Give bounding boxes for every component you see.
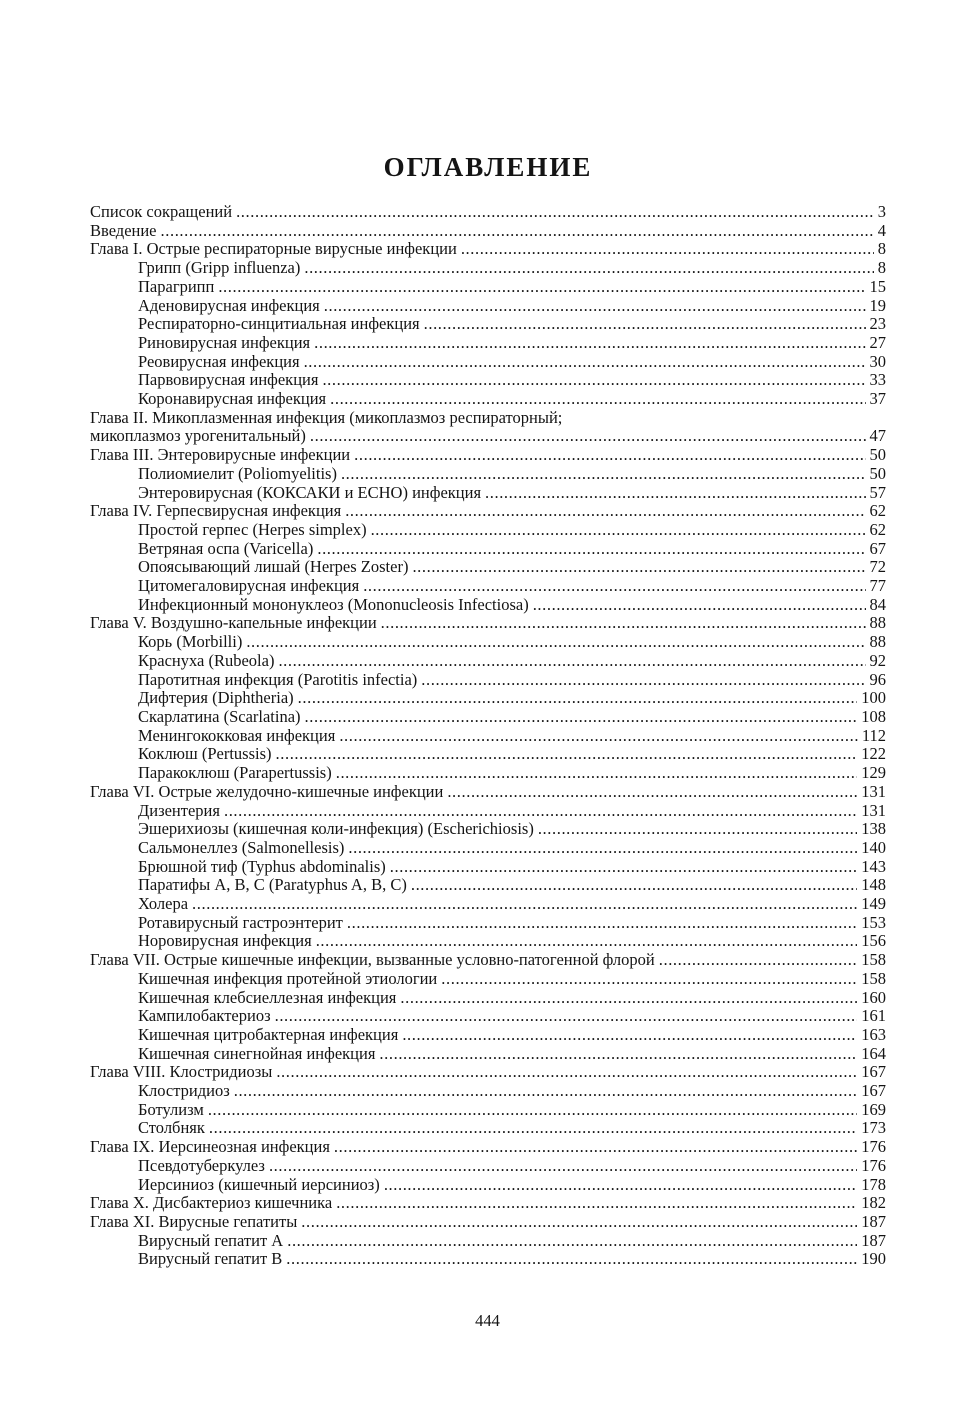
toc-entry-page: 33 <box>869 370 886 390</box>
toc-entry-page: 148 <box>861 875 886 895</box>
toc-leader-dots <box>305 708 858 727</box>
toc-entry-page: 62 <box>869 501 886 521</box>
toc-entry-label: Корь (Morbilli) <box>138 632 243 652</box>
toc-entry-page: 27 <box>869 332 886 352</box>
toc-leader-dots <box>269 1157 857 1176</box>
toc-entry <box>90 427 886 446</box>
toc-entry <box>90 353 886 372</box>
toc-leader-dots <box>390 858 857 877</box>
toc-entry <box>90 1250 886 1269</box>
toc-entry-label: Грипп (Gripp influenza) <box>138 258 301 278</box>
toc-leader-dots <box>236 203 874 222</box>
toc-entry-page: 167 <box>861 1062 886 1082</box>
toc-leader-dots <box>339 727 858 746</box>
toc-entry <box>90 633 886 652</box>
toc-entry-page: 96 <box>869 669 886 689</box>
toc-entry <box>90 727 886 746</box>
toc-entry-label: Глава VII. Острые кишечные инфекции, вызванные условно-патогенной флорой <box>90 950 655 970</box>
toc-entry-page: 77 <box>869 576 886 596</box>
toc-entry-page: 131 <box>861 781 886 801</box>
toc-leader-dots <box>341 465 866 484</box>
toc-entry-page: 57 <box>869 482 886 502</box>
toc-entry-label: Паракоклюш (Parapertussis) <box>138 763 332 783</box>
toc-leader-dots <box>316 932 858 951</box>
toc-entry <box>90 390 886 409</box>
toc-entry <box>90 259 886 278</box>
toc-entry <box>90 240 886 259</box>
toc-entry-label: Клостридиоз <box>138 1081 230 1101</box>
toc-entry-page: 112 <box>861 725 886 745</box>
toc-entry-page: 19 <box>869 295 886 315</box>
toc-entry-page: 153 <box>861 912 886 932</box>
toc-entry-label: Вирусный гепатит В <box>138 1249 283 1269</box>
toc-entry-page: 3 <box>877 202 886 221</box>
toc-leader-dots <box>347 914 857 933</box>
toc-entry-page: 160 <box>861 987 886 1007</box>
toc-entry-page: 108 <box>861 706 886 726</box>
toc-entry-page: 100 <box>861 688 886 708</box>
toc-leader-dots <box>314 334 865 353</box>
toc-entry <box>90 895 886 914</box>
toc-entry-label: Инфекционный мононуклеоз (Mononucleosis Infectiosa) <box>138 594 529 614</box>
toc-entry-label: Скарлатина (Scarlatina) <box>138 706 301 726</box>
toc-leader-dots <box>345 502 865 521</box>
toc-leader-dots <box>461 240 874 259</box>
toc-entry-label: микоплазмоз урогенитальный) <box>90 426 306 446</box>
toc-entry <box>90 1026 886 1045</box>
toc-entry-label: Риновирусная инфекция <box>138 332 311 352</box>
toc-leader-dots <box>538 820 857 839</box>
toc-entry-label: Кампилобактериоз <box>138 1006 271 1026</box>
toc-entry <box>90 1082 886 1101</box>
toc-leader-dots <box>363 577 865 596</box>
toc-leader-dots <box>659 951 858 970</box>
toc-entry-page: 15 <box>869 276 886 296</box>
toc-leader-dots <box>354 446 865 465</box>
toc-leader-dots <box>324 297 866 316</box>
toc-leader-dots <box>421 671 865 690</box>
toc-entry <box>90 652 886 671</box>
toc-entry-label: Глава VIII. Клостридиозы <box>90 1062 273 1082</box>
toc-entry-page: 176 <box>861 1155 886 1175</box>
toc-leader-dots <box>317 540 865 559</box>
toc-leader-dots <box>441 970 857 989</box>
page-number: 444 <box>475 1311 500 1330</box>
toc-leader-dots <box>218 278 865 297</box>
toc-entry <box>90 1007 886 1026</box>
toc-entry <box>90 315 886 334</box>
toc-leader-dots <box>161 222 874 241</box>
toc-entry <box>90 502 886 521</box>
toc-entry <box>90 1119 886 1138</box>
toc-entry <box>90 1232 886 1251</box>
toc-entry-label: Холера <box>138 894 189 914</box>
toc-entry-page: 140 <box>861 837 886 857</box>
toc-entry <box>90 371 886 390</box>
toc-entry <box>90 577 886 596</box>
toc-entry-page: 164 <box>861 1043 886 1063</box>
toc-entry-label: Коклюш (Pertussis) <box>138 744 272 764</box>
toc-entry-page: 163 <box>861 1024 886 1044</box>
toc-leader-dots <box>304 353 866 372</box>
toc-entry-label: Цитомегаловирусная инфекция <box>138 576 360 596</box>
toc-entry <box>90 764 886 783</box>
toc-leader-dots <box>348 839 857 858</box>
toc-entry-label: Вирусный гепатит А <box>138 1230 284 1250</box>
page-title: ОГЛАВЛЕНИЕ <box>383 152 593 182</box>
toc-entry-label: Глава I. Острые респираторные вирусные инфекции <box>90 239 457 259</box>
toc-entry-label: Норовирусная инфекция <box>138 931 312 951</box>
toc-entry <box>90 689 886 708</box>
toc-leader-dots <box>412 558 865 577</box>
toc-leader-dots <box>246 633 865 652</box>
toc-entry-page: 88 <box>869 613 886 633</box>
toc-entry-label: Краснуха (Rubeola) <box>138 650 275 670</box>
toc-entry <box>90 671 886 690</box>
toc-leader-dots <box>447 783 857 802</box>
toc-leader-dots <box>304 259 873 278</box>
toc-entry-page: 8 <box>877 258 886 278</box>
toc-entry-page: 158 <box>861 968 886 988</box>
toc-entry-page: 129 <box>861 763 886 783</box>
toc-leader-dots <box>209 1119 857 1138</box>
toc-entry <box>90 1194 886 1213</box>
toc-entry <box>90 708 886 727</box>
toc-entry-label: Паротитная инфекция (Parotitis infectia) <box>138 669 418 689</box>
toc-entry <box>90 783 886 802</box>
toc-entry-page: 156 <box>861 931 886 951</box>
toc-entry <box>90 203 886 222</box>
toc-leader-dots <box>411 876 857 895</box>
toc-entry-label: Парагрипп <box>138 276 215 296</box>
toc-entry <box>90 446 886 465</box>
toc-entry-page: 149 <box>861 894 886 914</box>
toc-entry <box>90 334 886 353</box>
toc-entry-label: Кишечная инфекция протейной этиологии <box>138 968 438 988</box>
toc-entry <box>90 596 886 615</box>
toc-entry-label: Глава V. Воздушно-капельные инфекции <box>90 613 377 633</box>
toc-entry-page: 167 <box>861 1081 886 1101</box>
toc-entry-page: 23 <box>869 314 886 334</box>
toc-entry-page: 92 <box>869 650 886 670</box>
toc-entry <box>90 465 886 484</box>
toc-entry <box>90 1176 886 1195</box>
toc-entry <box>90 820 886 839</box>
toc-entry-page: 173 <box>861 1118 886 1138</box>
toc-entry <box>90 932 886 951</box>
toc-leader-dots <box>485 484 865 503</box>
toc-entry <box>90 970 886 989</box>
toc-entry <box>90 540 886 559</box>
toc-entry-label: Псевдотуберкулез <box>138 1155 265 1175</box>
toc-leader-dots <box>371 521 866 540</box>
toc-entry-page: 8 <box>877 239 886 259</box>
toc-entry-page: 143 <box>861 856 886 876</box>
toc-entry-label: Сальмонеллез (Salmonellesis) <box>138 837 345 857</box>
toc-entry-label: Парвовирусная инфекция <box>138 370 319 390</box>
toc-entry-page: 158 <box>861 950 886 970</box>
toc-entry-label: Глава IV. Герпесвирусная инфекция <box>90 501 342 521</box>
toc-entry-page: 67 <box>869 538 886 558</box>
toc-entry-label: Иерсиниоз (кишечный иерсиниоз) <box>138 1174 380 1194</box>
toc-entry-label: Кишечная клебсиеллезная инфекция <box>138 987 397 1007</box>
toc-entry-label: Столбняк <box>138 1118 205 1138</box>
toc-entry-label: Кишечная цитробактерная инфекция <box>138 1024 399 1044</box>
toc-entry-label: Список сокращений <box>90 202 233 221</box>
toc-entry-label: Опоясывающий лишай (Herpes Zoster) <box>138 557 409 577</box>
toc-entry <box>90 1101 886 1120</box>
toc-entry-page: 187 <box>861 1230 886 1250</box>
toc-entry <box>90 1213 886 1232</box>
toc-entry-label: Паратифы А, В, С (Paratyphus A, B, C) <box>138 875 407 895</box>
toc-leader-dots <box>301 1213 857 1232</box>
toc-entry-label: Коронавирусная инфекция <box>138 389 327 409</box>
toc-entry-label: Эшерихиозы (кишечная коли-инфекция) (Escherichiosis) <box>138 819 534 839</box>
toc-leader-dots <box>278 652 865 671</box>
toc-leader-dots <box>275 1007 858 1026</box>
toc-entry-label: Простой герпес (Herpes simplex) <box>138 519 367 539</box>
toc-entry-page: 37 <box>869 389 886 409</box>
toc-entry-label: Глава II. Микоплазменная инфекция (микоплазмоз респираторный; <box>90 407 563 427</box>
toc-leader-dots <box>276 745 858 764</box>
toc-leader-dots <box>287 1232 857 1251</box>
toc-entry-page: 84 <box>869 594 886 614</box>
toc-entry-label: Респираторно-синцитиальная инфекция <box>138 314 420 334</box>
toc-leader-dots <box>336 764 858 783</box>
toc-entry <box>90 558 886 577</box>
toc-entry-label: Реовирусная инфекция <box>138 351 300 371</box>
toc-entry-page: 72 <box>869 557 886 577</box>
toc-entry <box>90 1063 886 1082</box>
toc-entry-page: 138 <box>861 819 886 839</box>
toc-leader-dots <box>334 1138 857 1157</box>
toc-entry <box>90 297 886 316</box>
toc-entry-page: 187 <box>861 1211 886 1231</box>
toc-entry-page: 122 <box>861 744 886 764</box>
toc-leader-dots <box>402 1026 857 1045</box>
toc-entry <box>90 914 886 933</box>
toc-leader-dots <box>379 1045 857 1064</box>
toc-entry-label: Дифтерия (Diphtheria) <box>138 688 294 708</box>
toc-entry <box>90 484 886 503</box>
toc-leader-dots <box>192 895 857 914</box>
toc-entry-page: 88 <box>869 632 886 652</box>
toc-entry <box>90 278 886 297</box>
toc-entry-page: 178 <box>861 1174 886 1194</box>
toc-entry-page: 131 <box>861 800 886 820</box>
toc-entry-label: Полиомиелит (Poliomyelitis) <box>138 463 337 483</box>
toc-leader-dots <box>286 1250 857 1269</box>
toc-leader-dots <box>224 802 857 821</box>
toc-entry <box>90 858 886 877</box>
toc-leader-dots <box>310 427 866 446</box>
toc-entry-label: Глава X. Дисбактериоз кишечника <box>90 1193 333 1213</box>
toc-leader-dots <box>336 1194 857 1213</box>
toc-entry-page: 62 <box>869 519 886 539</box>
toc-leader-dots <box>276 1063 857 1082</box>
toc-entry-label: Энтеровирусная (КОКСАКИ и ECHO) инфекция <box>138 482 482 502</box>
toc-entry-page: 50 <box>869 463 886 483</box>
toc-list <box>90 203 886 1269</box>
toc-leader-dots <box>533 596 866 615</box>
toc-entry-label: Глава IX. Иерсинеозная инфекция <box>90 1137 330 1157</box>
toc-entry-label: Глава VI. Острые желудочно-кишечные инфекции <box>90 781 444 801</box>
toc-entry <box>90 876 886 895</box>
toc-entry <box>90 521 886 540</box>
toc-entry <box>90 839 886 858</box>
toc-leader-dots <box>330 390 865 409</box>
toc-entry-page: 47 <box>869 426 886 446</box>
toc-entry-page: 169 <box>861 1099 886 1119</box>
toc-entry <box>90 1138 886 1157</box>
toc-entry-page: 30 <box>869 351 886 371</box>
toc-entry-label: Ветряная оспа (Varicella) <box>138 538 314 558</box>
toc-entry-label: Менингококковая инфекция <box>138 725 336 745</box>
toc-entry-label: Дизентерия <box>138 800 220 820</box>
toc-entry-page: 50 <box>869 445 886 465</box>
toc-entry-label: Глава XI. Вирусные гепатиты <box>90 1211 298 1231</box>
toc-entry <box>90 802 886 821</box>
toc-entry-label: Кишечная синегнойная инфекция <box>138 1043 376 1063</box>
toc-entry-page: 182 <box>861 1193 886 1213</box>
toc-entry-page: 176 <box>861 1137 886 1157</box>
toc-leader-dots <box>381 614 866 633</box>
toc-entry <box>90 222 886 241</box>
toc-entry <box>90 409 886 428</box>
toc-entry-page: 161 <box>861 1006 886 1026</box>
toc-entry-label: Введение <box>90 220 157 240</box>
toc-entry-label: Ротавирусный гастроэнтерит <box>138 912 343 932</box>
toc-entry <box>90 614 886 633</box>
toc-entry-page: 4 <box>877 220 886 240</box>
toc-entry <box>90 951 886 970</box>
toc-leader-dots <box>424 315 866 334</box>
toc-entry-label: Глава III. Энтеровирусные инфекции <box>90 445 351 465</box>
toc-entry <box>90 989 886 1008</box>
toc-entry <box>90 745 886 764</box>
toc-entry-page: 190 <box>861 1249 886 1269</box>
toc-entry <box>90 1157 886 1176</box>
toc-leader-dots <box>208 1101 857 1120</box>
toc-leader-dots <box>234 1082 858 1101</box>
toc-leader-dots <box>298 689 858 708</box>
toc-leader-dots <box>400 989 857 1008</box>
toc-entry-label: Ботулизм <box>138 1099 204 1119</box>
toc-leader-dots <box>322 371 865 390</box>
toc-entry-label: Брюшной тиф (Typhus abdominalis) <box>138 856 386 876</box>
toc-entry <box>90 1045 886 1064</box>
toc-entry-label: Аденовирусная инфекция <box>138 295 320 315</box>
toc-leader-dots <box>384 1176 857 1195</box>
